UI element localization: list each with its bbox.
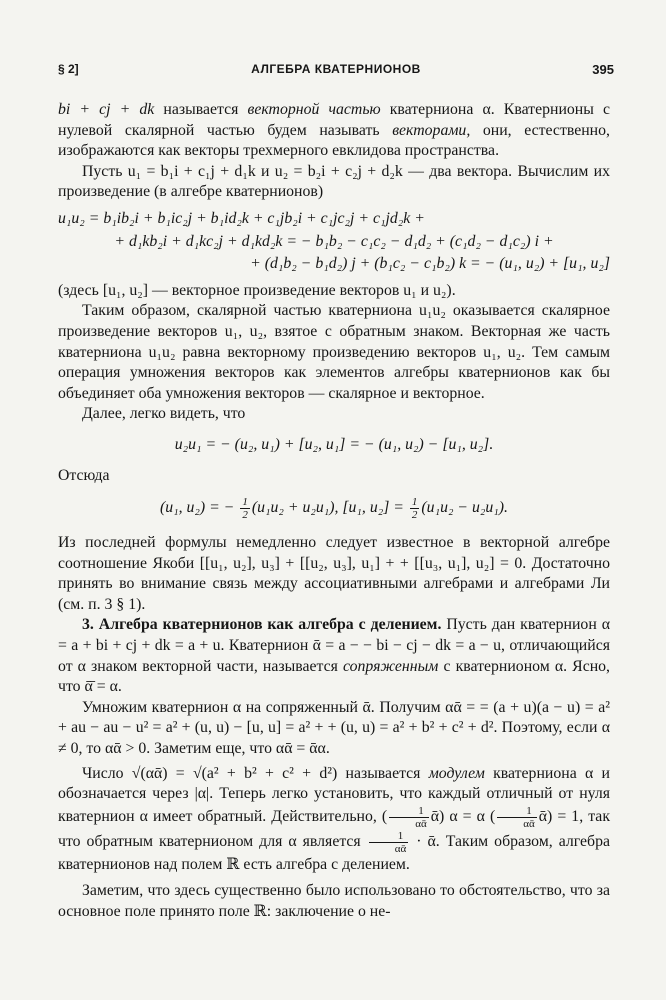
text: называется <box>154 101 248 118</box>
numerator: 1 <box>369 830 409 843</box>
paragraph-hence: Отсюда <box>58 466 110 484</box>
fraction <box>410 496 420 521</box>
equation-product-line3: + (d₁b₂ − b₁d₂) j + (b₁c₂ − c₁b₂) k = − (u₁, u₂) + [u₁, u₂] <box>250 255 610 273</box>
term: модулем <box>428 764 485 782</box>
paragraph-two-vectors: Пусть u₁ = b₁i + c₁j + d₁k и u₂ = b₂i + c₂j + d₂k — два вектора. Вычислим их произведение (в алгебре кватернионов) <box>58 162 610 201</box>
text: они, естественно, изображаются как векторы трехмерного евклидова пространства. <box>58 121 610 160</box>
numerator: 1 <box>242 496 248 509</box>
text: Число √(αᾱ) = √(a² + b² + c² + d²) называется <box>82 764 429 782</box>
numerator: 1 <box>389 805 429 818</box>
text: кватерниона α. Кватернионы с нулевой скалярной частью будем называть <box>58 101 610 139</box>
denominator: αᾱ <box>415 817 427 830</box>
fraction <box>369 830 409 855</box>
text: кватерниона α и обозначается через |α|. Теперь легко установить, что каждый отличный от нуля кватернион α имеет обратный. Действительно, ( <box>58 764 610 825</box>
text: Пусть дан кватернион α = a + bi + cj + dk = a + u. Кватернион ᾱ = a − − bi − cj − dk = a − u, отличающийся от α знаком векторной части, называется <box>58 616 610 675</box>
paragraph-scalar-part: Таким образом, скалярной частью кватерниона u₁u₂ оказывается скалярное произведение векторов u₁, u₂, взятое с обратным знаком. Векторная же часть кватерниона u₁u₂ равна векторному произведению векторов u₁, u₂. Тем самым операция умножения векторов как элементов алгебры кватернионов как бы объединяет оба умножения векторов — скалярное и векторное. <box>58 302 610 402</box>
text: · ᾱ. Таким образом, алгебра кватернионов над полем ℝ есть алгебра с делением. <box>58 832 610 873</box>
text: с кватернионом α. Ясно, что ᾱ̄ = α. <box>58 657 611 696</box>
numerator: 1 <box>411 496 418 509</box>
paragraph-remark: Заметим, что здесь существенно было использовано то обстоятельство, что за основное поле принято поле ℝ: заключение о не- <box>58 882 610 920</box>
paragraph-here: (здесь [u₁, u₂] — векторное произведение векторов u₁ и u₂). <box>58 281 456 299</box>
fraction <box>497 805 537 830</box>
denominator: αᾱ <box>523 817 535 830</box>
fraction <box>389 805 429 830</box>
paragraph-jacobi: Из последней формулы немедленно следует известное в векторной алгебре соотношение Якоби [[u₁, u₂], u₃] + [[u₂, u₃], u₁] + + [[u₃, u₁], u₂] = 0. Достаточно принять во внимание связь между ассоциативными алгебрами и алгебрами Ли (см. п. 3 § 1). <box>58 534 610 613</box>
fraction <box>240 496 250 521</box>
paragraph-modulus <box>58 764 610 876</box>
chapter-title: АЛГЕБРА КВАТЕРНИОНОВ <box>251 62 421 76</box>
denominator: 2 <box>411 509 418 522</box>
paragraph-further: Далее, легко видеть, что <box>82 405 246 423</box>
equation-product-line1: u₁u₂ = b₁ib₂i + b₁ic₂j + b₁id₂k + c₁jb₂i + c₁jc₂j + c₁jd₂k + <box>58 209 425 227</box>
running-header <box>58 62 614 82</box>
denominator: αᾱ <box>394 842 407 855</box>
equation-products <box>58 496 610 521</box>
equation-product-line2: + d₁kb₂i + d₁kc₂j + d₁kd₂k = − b₁b₂ − c₁c₂ − d₁d₂ + (c₁d₂ − d₁c₂) i + <box>114 232 554 250</box>
term: сопряженным <box>342 657 439 675</box>
paragraph-conjugate: Умножим кватернион α на сопряженный ᾱ. Получим αᾱ = = (a + u)(a − u) = a² + au − au − u² = a² + (u, u) − [u, u] = a² + + (u, u) = a² + b² + c² + d². Поэтому, если α ≠ 0, то αᾱ > 0. Заметим еще, что αᾱ = ᾱα. <box>58 698 610 758</box>
text: ᾱ) α = α ( <box>430 807 496 825</box>
term: векторами, <box>392 121 471 139</box>
term: векторной частью <box>247 101 381 118</box>
section-marker: § 2] <box>58 62 79 76</box>
numerator: 1 <box>497 805 537 818</box>
subsection-heading: 3. Алгебра кватернионов как алгебра с делением. <box>82 616 442 634</box>
formula: bi + cj + dk <box>58 101 155 118</box>
text: (u₁u₂ − u₂u₁). <box>421 499 509 517</box>
denominator: 2 <box>242 509 248 522</box>
text: (u₁u₂ + u₂u₁), [u₁, u₂] = <box>251 499 404 517</box>
page-body <box>58 100 610 923</box>
text: ᾱ) = 1, так что обратным кватернионом для α является <box>58 807 610 850</box>
equation-commutator: u₂u₁ = − (u₂, u₁) + [u₂, u₁] = − (u₁, u₂) − [u₁, u₂]. <box>174 435 494 453</box>
page-number: 395 <box>592 62 614 77</box>
paragraph-vector-part <box>58 100 610 162</box>
text: (u₁, u₂) = − <box>159 499 235 517</box>
paragraph-division-algebra <box>58 615 610 697</box>
